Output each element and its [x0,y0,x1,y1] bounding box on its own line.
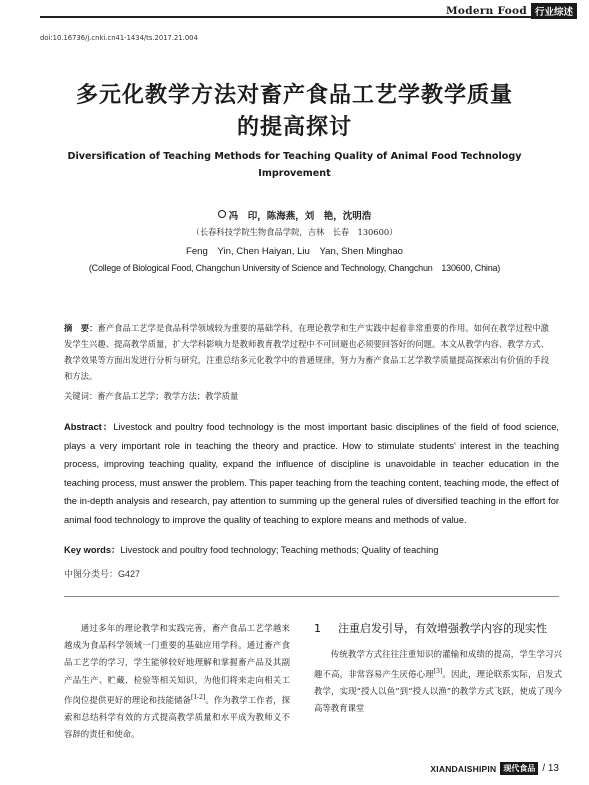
author-circle-icon [218,210,226,218]
footer-journal: XIANDAISHIPIN [430,763,497,774]
classification-number: 中图分类号：G427 [64,569,141,579]
citation-ref: [3] [433,668,443,676]
running-header [446,3,577,19]
page-number-value: 13 [547,763,559,774]
page-footer [430,762,559,775]
affiliation-english: (College of Biological Food, Changchun University of Science and Technology, Changchun 130600, China) [88,263,501,273]
section-heading [314,620,562,638]
keywords-english [64,542,559,556]
magazine-name: Modern Food [445,5,527,17]
title-english [30,148,559,182]
body-column-right [314,620,562,718]
section-title: 注重启发引导，有效增强教学内容的现实性 [338,622,547,635]
title-en-line-2: Improvement [258,168,331,179]
intro-paragraph [64,620,290,743]
keywords-cn-label: 关键词： [64,391,98,401]
title-chinese [0,80,589,144]
keywords-cn-text: 畜产食品工艺学；教学方法；教学质量 [97,391,239,401]
page-number: / 13 [542,763,559,774]
abstract-cn-label: 摘 要： [64,323,98,333]
title-en-line-1: Diversification of Teaching Methods for Teaching Quality of Animal Food Technology [67,151,522,162]
body-column-left [64,620,290,743]
intro-text: 通过多年的理论教学和实践完善，畜产食品工艺学越来越成为食品科学领域一门重要的基础应用学科。通过畜产食品工艺学的学习，学生能够较好地理解和掌握畜产品及其副产品生产、贮藏、检验等相关知识，为他们将来走向相关工作岗位提供更好的理论和技能储备 [64,623,290,705]
keywords-en-text: Livestock and poultry food technology; Teaching methods; Quality of teaching [120,545,439,555]
abstract-english [64,418,559,530]
section-label: 行业综述 [531,3,577,19]
separator-line [64,596,559,597]
title-cn-line-1: 多元化教学方法对畜产食品工艺学教学质量 [75,83,513,108]
intro-text-2: 。作为教学工作者，探索和总结科学有效的方式提高教学质量和水平成为教师义不容辞的责任和使命。 [64,694,291,740]
affiliation-chinese: （长春科技学院生物食品学院，吉林 长春 130600） [191,227,398,237]
keywords-en-label: Key words： [64,545,121,555]
abstract-en-text: Livestock and poultry food technology is the most important basic disciplines of the field of food science, plays a very important role in teaching the theory and practice. How to stimulate students' interest in the teaching process, improving teaching quality, expand the influence of discipline is unavoidable in teacher education in the teaching process, must answer the problem. This paper teaching from the teaching content, teaching mode, the effect of the in-depth analysis and research, pay attention to summing up the general rules of diversified teaching in the effort for animal food technology to improve the quality of teaching to explore means and methods of value. [64,422,559,525]
section-number: 1 [314,622,321,635]
keywords-chinese [64,390,549,402]
authors-cn-text: 冯 印，陈海燕，刘 艳，沈明浩 [228,211,372,222]
section-paragraph [314,646,562,718]
footer-journal-box: 现代食品 [500,762,538,775]
doi: doi:10.16736/j.cnki.cn41-1434/ts.2017.21.004 [40,34,198,42]
section-text: 传统教学方式往往注重知识的灌输和成绩的提高，学生学习兴趣不高，非常容易产生厌倦心理 [314,649,562,679]
authors-english: Feng Yin, Chen Haiyan, Liu Yan, Shen Minghao [185,246,404,257]
abstract-en-label: Abstract： [64,422,114,432]
citation-ref: [1-2] [191,693,206,701]
authors-chinese [0,208,589,222]
abstract-cn-text: 畜产食品工艺学是食品科学领域较为重要的基础学科，在理论教学和生产实践中起着非常重要的作用。如何在教学过程中激发学生兴趣、提高教学质量，扩大学科影响力是教师教育教学过程中不可回避也必须要回答好的问题。本文从教学内容、教学方式、教学效果等方面出发进行分析与研究，注重总结多元化教学中的普通规律，努力为畜产食品工艺学教学质量提高探索出有价值的手段和方法。 [64,323,549,381]
abstract-chinese [64,320,549,384]
section-text-2: 。因此，理论联系实际，启发式教学，实现“授人以鱼”到“授人以渔”的教学方式飞跃，使成了现今高等教育课堂 [314,669,562,714]
title-cn-line-2: 的提高探讨 [236,115,352,140]
